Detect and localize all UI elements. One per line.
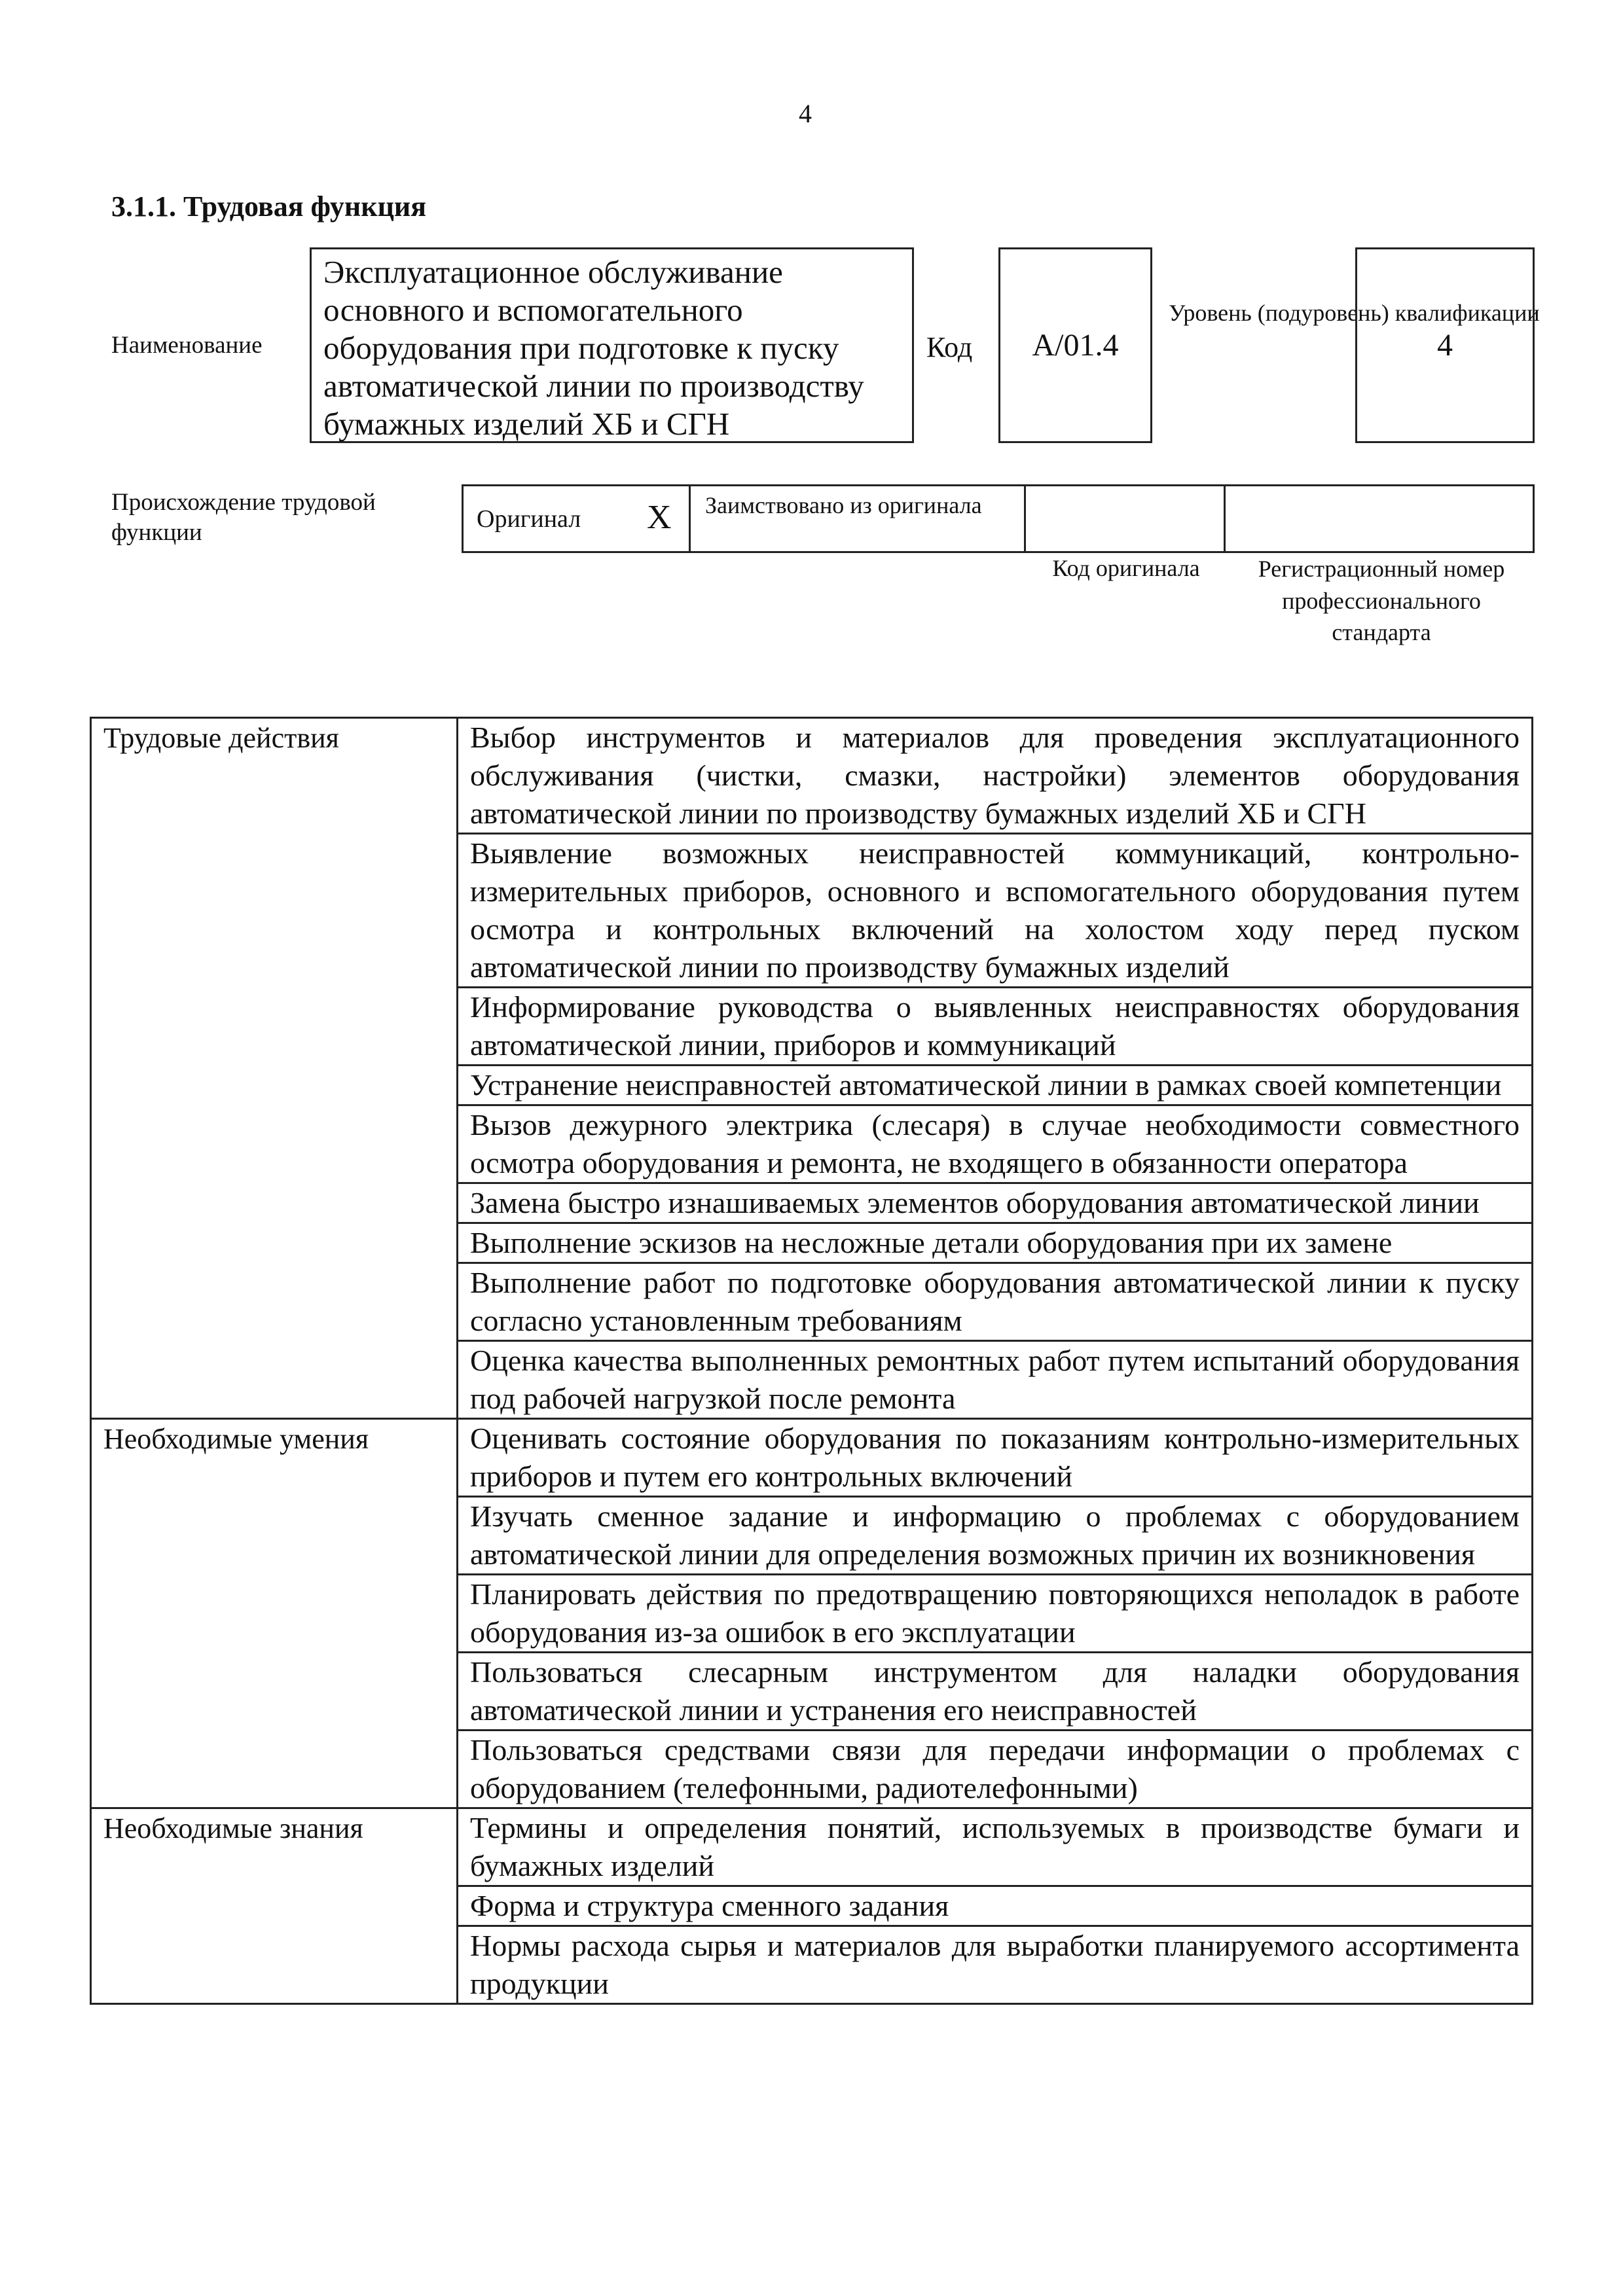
section-item: Информирование руководства о выявленных неисправностях оборудования автоматической линии, приборов и коммуникаций	[458, 988, 1533, 1066]
section-item: Планировать действия по предотвращению повторяющихся неполадок в работе оборудования из-за ошибок в его эксплуатации	[458, 1575, 1533, 1653]
level-label: Уровень (подуровень) квалификации	[1169, 300, 1540, 326]
borrowed-cell	[689, 484, 1026, 553]
reg-number-caption: Регистрационный номер профессионального стандарта	[1258, 556, 1505, 646]
section-item: Вызов дежурного электрика (слесаря) в случае необходимости совместного осмотра оборудования и ремонта, не входящего в обязанности оператора	[458, 1105, 1533, 1183]
section-heading: 3.1.1. Трудовая функция	[111, 190, 427, 223]
level-field: 4	[1355, 247, 1535, 443]
section-item: Термины и определения понятий, используемых в производстве бумаги и бумажных изделий	[458, 1808, 1533, 1886]
page-number: 4	[799, 99, 812, 128]
section-item: Пользоваться слесарным инструментом для наладки оборудования автоматической линии и устранения его неисправностей	[458, 1653, 1533, 1731]
original-checkmark: X	[647, 499, 672, 536]
section-item: Оценивать состояние оборудования по показаниям контрольно-измерительных приборов и путем его контрольных включений	[458, 1419, 1533, 1497]
original-label: Оригинал	[477, 505, 581, 533]
original-cell	[462, 484, 691, 553]
table-row	[91, 1419, 1533, 1497]
section-item: Выполнение работ по подготовке оборудования автоматической линии к пуску согласно установленным требованиям	[458, 1263, 1533, 1341]
name-label: Наименование	[111, 332, 263, 359]
reg-number-cell	[1224, 484, 1535, 553]
code-original-cell	[1024, 484, 1226, 553]
function-name-field: Эксплуатационное обслуживание основного и вспомогательного оборудования при подготовке к пуску автоматической линии по производству бумажных изделий ХБ и СГН	[310, 247, 914, 443]
borrowed-label: Заимствовано из оригинала	[705, 492, 982, 518]
section-item: Оценка качества выполненных ремонтных работ путем испытаний оборудования под рабочей нагрузкой после ремонта	[458, 1341, 1533, 1419]
code-field: A/01.4	[998, 247, 1152, 443]
origin-label: Происхождение трудовой функции	[111, 489, 376, 547]
section-item: Пользоваться средствами связи для передачи информации о проблемах с оборудованием (телефонными, радиотелефонными)	[458, 1731, 1533, 1808]
section-item: Замена быстро изнашиваемых элементов оборудования автоматической линии	[458, 1183, 1533, 1223]
section-item: Устранение неисправностей автоматической линии в рамках своей компетенции	[458, 1066, 1533, 1105]
section-item: Нормы расхода сырья и материалов для выработки планируемого ассортимента продукции	[458, 1926, 1533, 2004]
section-item: Выявление возможных неисправностей коммуникаций, контрольно-измерительных приборов, основного и вспомогательного оборудования путем осмотра и контрольных включений на холостом ходу перед пуском автоматической линии по производству бумажных изделий	[458, 834, 1533, 988]
section-item: Выбор инструментов и материалов для проведения эксплуатационного обслуживания (чистки, смазки, настройки) элементов оборудования автоматической линии по производству бумажных изделий ХБ и СГН	[458, 718, 1533, 834]
section-item: Форма и структура сменного задания	[458, 1886, 1533, 1926]
code-label: Код	[926, 331, 973, 363]
section-item: Изучать сменное задание и информацию о проблемах с оборудованием автоматической линии для определения возможных причин их возникновения	[458, 1497, 1533, 1575]
code-original-caption: Код оригинала	[1052, 555, 1200, 581]
section-title: Необходимые умения	[91, 1419, 458, 1808]
section-item: Выполнение эскизов на несложные детали оборудования при их замене	[458, 1223, 1533, 1263]
section-title: Трудовые действия	[91, 718, 458, 1419]
function-table	[90, 717, 1533, 2005]
table-row	[91, 1808, 1533, 1886]
table-row	[91, 718, 1533, 834]
section-title: Необходимые знания	[91, 1808, 458, 2004]
